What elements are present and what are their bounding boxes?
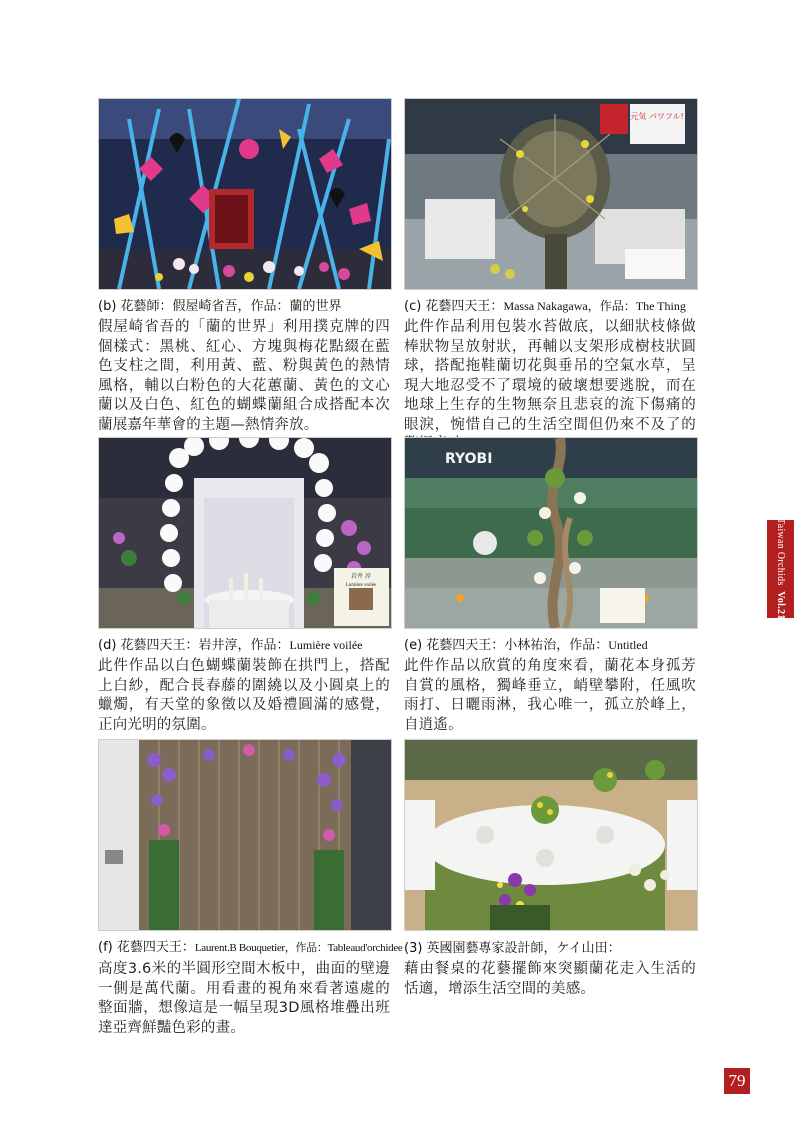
caption-c-text: (c) 花藝四天王： [404,299,504,314]
photo-e-banner: RYOBI [445,451,493,467]
caption-d [98,636,363,655]
caption-d-latin: Lumière voilée [289,638,363,652]
caption-b-text: (b) 花藝師：假屋崎省吾，作品：蘭的世界 [98,299,342,314]
photo-d-placard-title: Lumière voilée [345,583,377,588]
caption-e-latin: Untitled [608,638,648,652]
caption-3-text: (3) 英國園藝專家設計師，ケイ山田： [404,941,621,956]
caption-d-text: (d) 花藝四天王：岩井淳，作品： [98,638,290,653]
body-b: 假屋崎省吾的「蘭的世界」利用撲克牌的四個樣式：黑桃、紅心、方塊與梅花點綴在藍色支柱之間，利用黃、藍、粉與黃色的熱情風格，輔以白粉色的大花蕙蘭、黃色的文心蘭以及白色、紅色的蝴蝶蘭組合成搭配本次蘭展嘉年華會的主題—熱情奔放。 [98,319,390,433]
journal-side-tab [767,520,794,618]
caption-b [98,297,342,316]
caption-f-text: (f) 花藝四天王： [98,940,195,955]
body-d: 此件作品以白色蝴蝶蘭裝飾在拱門上，搭配上白紗，配合長春藤的圍繞以及小圓桌上的蠟燭，有天堂的象徵以及婚禮圓滿的感覺，正向光明的氛圍。 [98,658,390,733]
photo-f-tableau-orchidee [98,739,392,931]
body-e: 此件作品以欣賞的角度來看，蘭花本身孤芳自賞的風格，獨峰垂立，峭壁攀附，任風吹雨打、日曬雨淋，我心唯一，孤立於峰上，自逍遙。 [404,658,696,733]
caption-f-latin: Laurent.B Bouquetier，作品：Tableaud'orchidee [194,942,403,954]
body-3: 藉由餐桌的花藝擺飾來突顯蘭花走入生活的恬適，增添生活空間的美感。 [404,961,696,997]
photo-3-table-setting [404,739,698,931]
photo-b-world-of-orchids [98,98,392,290]
photo-c-sign-text: 元気 パワフル! [630,112,684,121]
caption-e [404,636,648,655]
journal-name: Taiwan Orchids [775,518,786,586]
body-c: 此件作品利用包裝水苔做底，以細狀枝條做棒狀物呈放射狀，再輔以支架形成樹枝狀圓球，搭配拖鞋蘭切花與垂吊的空氣水草，呈現大地忍受不了環境的破壞想要逃脫，而在地球上生存的生物無奈且悲哀的流下傷痛的眼淚，惋惜自己的生活空間但仍來不及了的 [404,319,696,433]
photo-d-placard-name: 岩井 淳 [351,573,371,580]
photo-d-lumiere-voilee [98,437,392,629]
caption-3 [404,939,621,958]
caption-f [98,939,402,957]
journal-volume: Vol.21 [775,591,786,620]
page-number: 79 [724,1068,750,1094]
photo-e-untitled [404,437,698,629]
photo-c-the-thing [404,98,698,290]
caption-e-text: (e) 花藝四天王：小林祐治，作品： [404,638,609,653]
caption-c-latin: Massa Nakagawa，作品：The Thing [503,299,686,313]
caption-c [404,297,686,316]
body-f: 高度3.6米的半圓形空間木板中，曲面的壁邊一側是萬代蘭。用看畫的視角來看著遠處的整面牆，想像這是一幅呈現3D風格堆疊出班達亞齊鮮豔色彩的畫。 [98,961,390,1036]
